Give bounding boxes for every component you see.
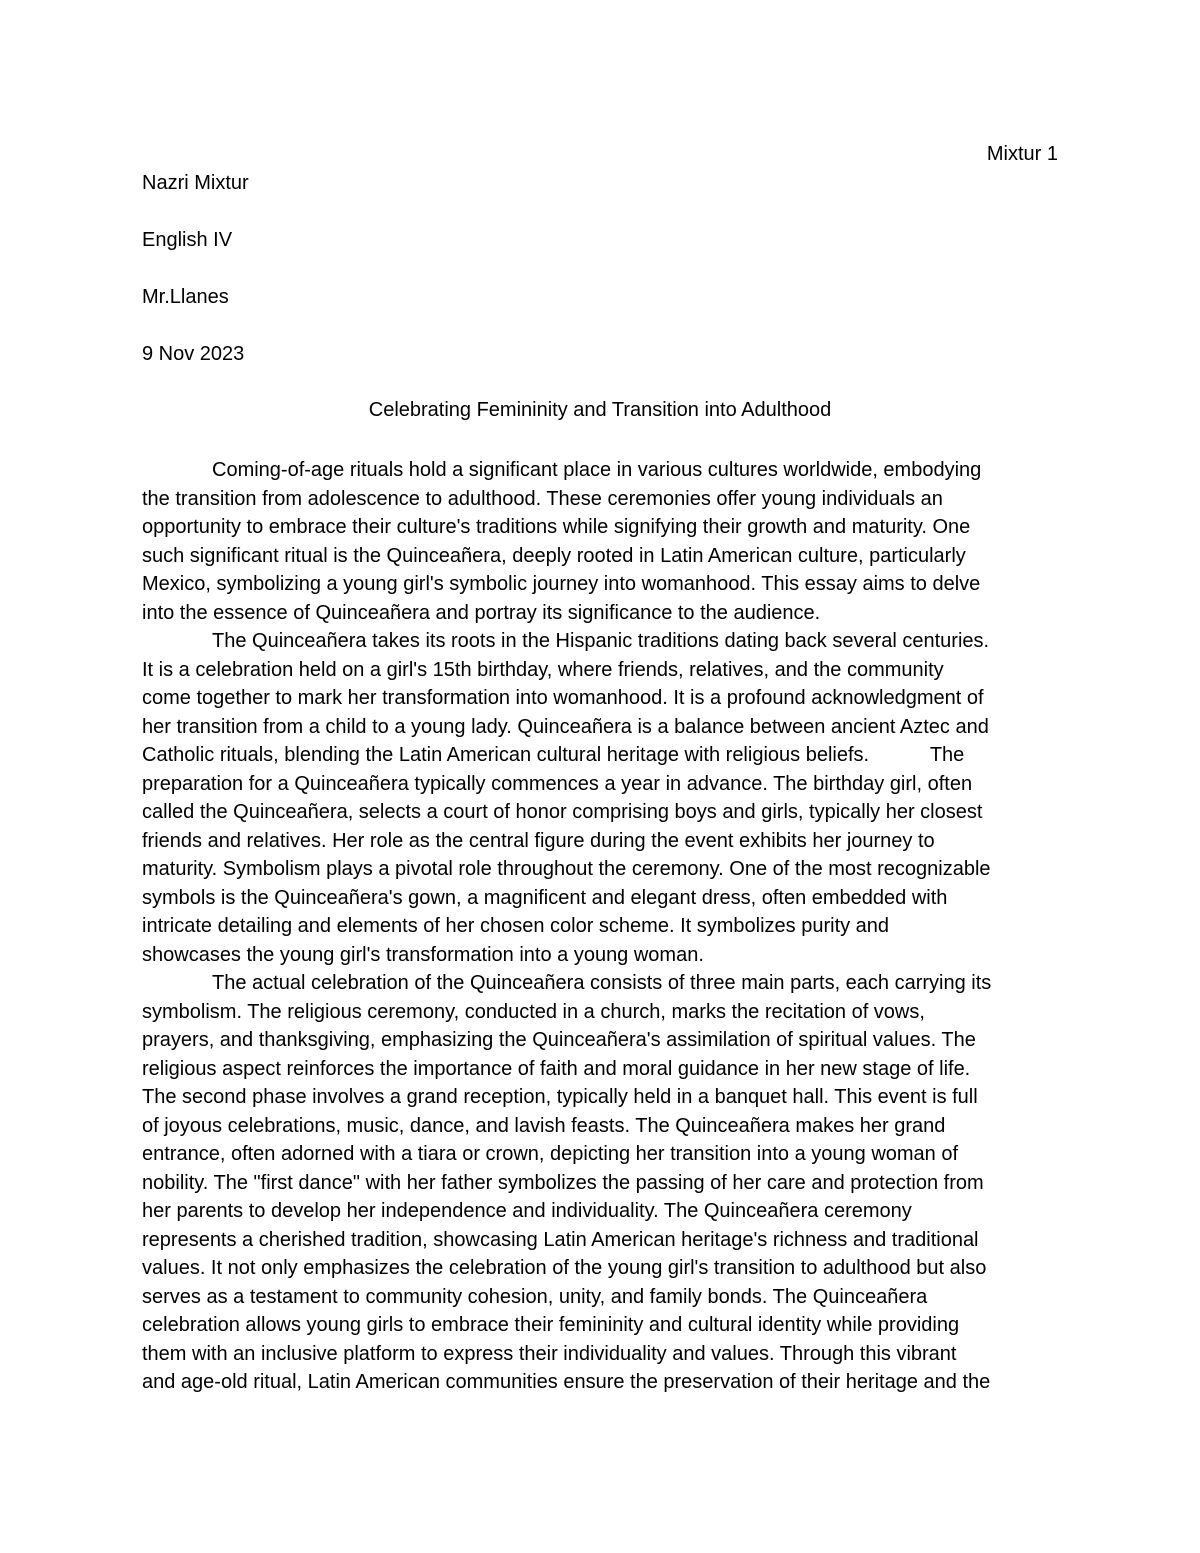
body-line: preparation for a Quinceañera typically commences a year in advance. The birthday girl, often xyxy=(142,772,973,795)
course-name: English IV xyxy=(142,229,233,251)
author-name: Nazri Mixtur xyxy=(142,172,249,194)
teacher-name: Mr.Llanes xyxy=(142,286,229,308)
body-line: the transition from adolescence to adulthood. These ceremonies offer young individuals an xyxy=(142,487,943,510)
body-line: entrance, often adorned with a tiara or crown, depicting her transition into a young woman of xyxy=(142,1143,959,1165)
body-line: of joyous celebrations, music, dance, and lavish feasts. The Quinceañera makes her grand xyxy=(142,1114,946,1137)
body-line: celebration allows young girls to embrace their femininity and cultural identity while providing xyxy=(142,1314,960,1336)
body-line: serves as a testament to community cohesion, unity, and family bonds. The Quinceañera xyxy=(142,1285,928,1308)
essay-date: 9 Nov 2023 xyxy=(142,343,245,365)
body-line: come together to mark her transformation into womanhood. It is a profound acknowledgment of xyxy=(142,687,984,709)
body-line: and age-old ritual, Latin American communities ensure the preservation of their heritage and the xyxy=(142,1371,991,1393)
body-line: showcases the young girl's transformation into a young woman. xyxy=(142,943,704,966)
body-line: called the Quinceañera, selects a court of honor comprising boys and girls, typically her closest xyxy=(142,801,983,823)
body-line: intricate detailing and elements of her chosen color scheme. It symbolizes purity and xyxy=(142,915,890,937)
page-header-number: Mixtur 1 xyxy=(986,143,1058,165)
body-line: Coming-of-age rituals hold a significant place in various cultures worldwide, embodying xyxy=(212,459,982,481)
body-line: The second phase involves a grand reception, typically held in a banquet hall. This event is full xyxy=(142,1086,978,1108)
body-line: her transition from a child to a young lady. Quinceañera is a balance between ancient Aztec and xyxy=(142,715,989,738)
body-line: them with an inclusive platform to express their individuality and values. Through this vibrant xyxy=(142,1342,957,1365)
body-line: friends and relatives. Her role as the central figure during the event exhibits her journey to xyxy=(142,829,935,852)
body-line: into the essence of Quinceañera and portray its significance to the audience. xyxy=(142,601,821,624)
body-line: Catholic rituals, blending the Latin American cultural heritage with religious beliefs. The xyxy=(142,744,965,766)
essay-title: Celebrating Femininity and Transition into Adulthood xyxy=(368,399,832,421)
body-line: opportunity to embrace their culture's traditions while signifying their growth and maturity. One xyxy=(142,516,971,538)
body-line: such significant ritual is the Quinceañera, deeply rooted in Latin American culture, particularly xyxy=(142,544,966,567)
body-line: religious aspect reinforces the importance of faith and moral guidance in her new stage of life. xyxy=(142,1057,971,1080)
body-line: symbolism. The religious ceremony, conducted in a church, marks the recitation of vows, xyxy=(142,1000,925,1023)
body-line: It is a celebration held on a girl's 15th birthday, where friends, relatives, and the community xyxy=(142,658,944,681)
body-line: symbols is the Quinceañera's gown, a magnificent and elegant dress, often embedded with xyxy=(142,886,948,909)
body-line: values. It not only emphasizes the celebration of the young girl's transition to adulthood but also xyxy=(142,1257,987,1279)
body-line: The actual celebration of the Quinceañera consists of three main parts, each carrying its xyxy=(212,972,992,994)
essay-body xyxy=(142,456,1062,1397)
body-line: maturity. Symbolism plays a pivotal role throughout the ceremony. One of the most recognizable xyxy=(142,858,991,880)
body-line: her parents to develop her independence and individuality. The Quinceañera ceremony xyxy=(142,1200,912,1222)
body-line: prayers, and thanksgiving, emphasizing the Quinceañera's assimilation of spiritual values. The xyxy=(142,1029,976,1051)
body-line: The Quinceañera takes its roots in the Hispanic traditions dating back several centuries. xyxy=(212,630,990,652)
body-line: nobility. The "first dance" with her father symbolizes the passing of her care and protection from xyxy=(142,1171,984,1194)
body-line: represents a cherished tradition, showcasing Latin American heritage's richness and traditional xyxy=(142,1228,979,1251)
body-line: Mexico, symbolizing a young girl's symbolic journey into womanhood. This essay aims to delve xyxy=(142,573,981,595)
